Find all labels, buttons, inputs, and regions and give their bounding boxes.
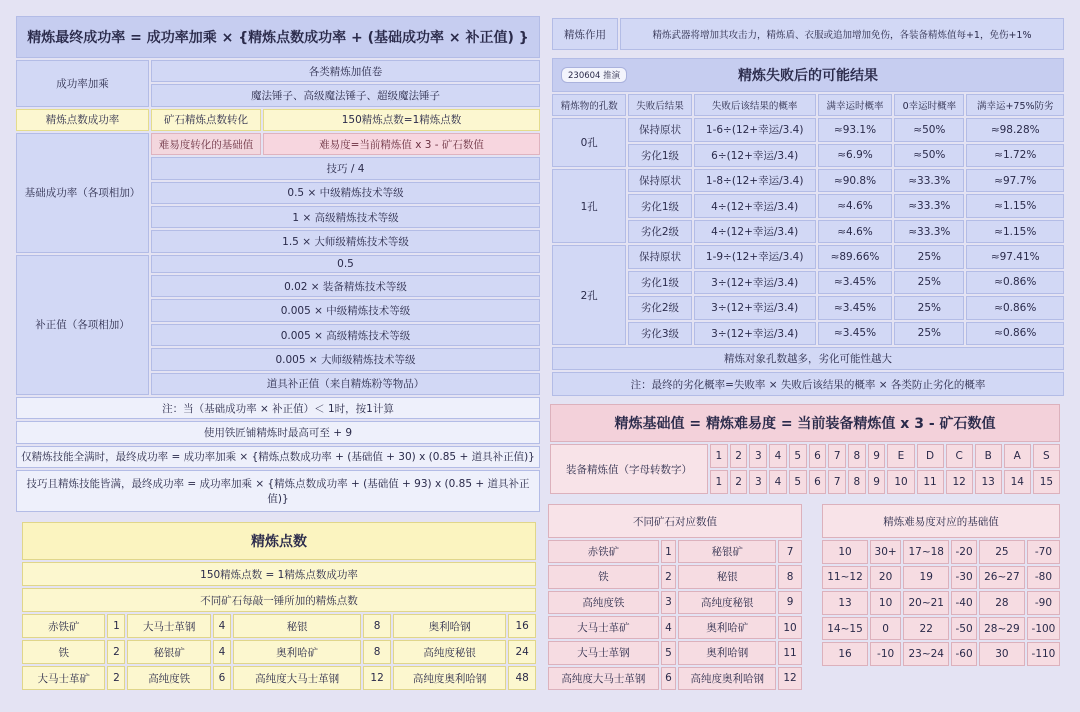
ore-name: 秘银 xyxy=(233,614,361,638)
table-row xyxy=(548,565,802,588)
ore-name: 秘银矿 xyxy=(127,640,210,664)
zero-luck-prob: ≈33.3% xyxy=(894,194,964,217)
ore-points: 4 xyxy=(213,614,231,638)
difficulty-range: 10 xyxy=(822,540,868,564)
ore-name: 赤铁矿 xyxy=(548,540,659,563)
ore-name: 高纯度奥利哈钢 xyxy=(393,666,506,690)
difficulty-range: 11~12 xyxy=(822,566,868,590)
refine-number: 1 xyxy=(710,470,728,494)
fail-note: 精炼对象孔数越多，劣化可能性越大 xyxy=(552,347,1064,370)
base-rate-item: 技巧 / 4 xyxy=(151,157,540,179)
fail-header: 失败后该结果的概率 xyxy=(694,94,816,116)
base-value: -70 xyxy=(1027,540,1060,564)
ore-value: 12 xyxy=(778,667,802,690)
refine-number: 12 xyxy=(946,470,973,494)
protected-prob: ≈1.15% xyxy=(966,194,1064,217)
base-value: -10 xyxy=(870,642,901,666)
full-luck-prob: ≈90.8% xyxy=(818,169,892,192)
difficulty-range: 13 xyxy=(822,591,868,615)
refine-number: 2 xyxy=(730,470,748,494)
fail-header: 满幸运时概率 xyxy=(818,94,892,116)
ore-value: 3 xyxy=(661,591,677,614)
difficulty-range: 20~21 xyxy=(903,591,949,615)
refine-letter: 4 xyxy=(769,444,787,468)
fail-title: 精炼失败后的可能结果 xyxy=(738,68,878,84)
fail-result: 保持原状 xyxy=(628,118,691,141)
table-row xyxy=(822,540,1060,564)
refine-number: 8 xyxy=(848,470,866,494)
base-title: 精炼基础值 = 精炼难易度 = 当前装备精炼值 x 3 - 矿石数值 xyxy=(550,404,1060,442)
fail-results-panel xyxy=(550,56,1066,398)
rate-bonus-item: 各类精炼加值卷 xyxy=(151,60,540,82)
refine-number: 7 xyxy=(828,470,846,494)
table-row xyxy=(548,591,802,614)
ore-name: 奥利哈钢 xyxy=(393,614,506,638)
refine-number: 15 xyxy=(1033,470,1060,494)
ore-value: 11 xyxy=(778,641,802,664)
refine-letter: 5 xyxy=(789,444,807,468)
base-value: -30 xyxy=(951,566,977,590)
fail-header: 失败后结果 xyxy=(628,94,691,116)
refine-letter: 9 xyxy=(868,444,886,468)
fail-formula: 4÷(12+幸运/3.4) xyxy=(694,194,816,217)
fail-header: 满幸运+75%防劣 xyxy=(966,94,1064,116)
protected-prob: ≈0.86% xyxy=(966,271,1064,294)
points-title: 精炼点数 xyxy=(22,522,536,560)
ore-points: 8 xyxy=(363,614,391,638)
base-value: -40 xyxy=(951,591,977,615)
formula-note: 使用铁匠铺精炼时最高可至 + 9 xyxy=(16,421,540,443)
ore-conversion-value: 150精炼点数=1精炼点数 xyxy=(263,109,540,131)
correction-item: 0.5 xyxy=(151,255,540,273)
correction-label: 补正值（各项相加） xyxy=(16,255,149,395)
table-row xyxy=(552,322,1064,345)
fail-result: 劣化2级 xyxy=(628,296,691,319)
difficulty-range: 23~24 xyxy=(903,642,949,666)
ore-name: 奥利哈钢 xyxy=(678,641,776,664)
ore-value: 5 xyxy=(661,641,677,664)
difficulty-base-panel xyxy=(820,502,1062,668)
full-luck-prob: ≈3.45% xyxy=(818,296,892,319)
table-row xyxy=(822,566,1060,590)
fail-title-cell xyxy=(552,58,1064,92)
zero-luck-prob: 25% xyxy=(894,322,964,345)
ore-value: 6 xyxy=(661,667,677,690)
ore-name: 高纯度秘银 xyxy=(678,591,776,614)
refine-letter: 3 xyxy=(749,444,767,468)
base-value: -60 xyxy=(951,642,977,666)
correction-item: 0.02 × 装备精炼技术等级 xyxy=(151,275,540,297)
fail-result: 劣化2级 xyxy=(628,220,691,243)
protected-prob: ≈0.86% xyxy=(966,296,1064,319)
base-value: 0 xyxy=(870,617,901,641)
ore-points: 1 xyxy=(107,614,125,638)
rate-bonus-item: 魔法锤子、高级魔法锤子、超级魔法锤子 xyxy=(151,84,540,106)
refine-number: 5 xyxy=(789,470,807,494)
difficulty-range: 17~18 xyxy=(903,540,949,564)
zero-luck-prob: ≈50% xyxy=(894,144,964,167)
base-value: -110 xyxy=(1027,642,1060,666)
refine-letter: E xyxy=(887,444,914,468)
fail-formula: 4÷(12+幸运/3.4) xyxy=(694,220,816,243)
full-luck-prob: ≈3.45% xyxy=(818,322,892,345)
ore-value: 10 xyxy=(778,616,802,639)
refine-letter: 1 xyxy=(710,444,728,468)
difficulty-range: 22 xyxy=(903,617,949,641)
refine-points-label: 精炼点数成功率 xyxy=(16,109,149,131)
zero-luck-prob: ≈33.3% xyxy=(894,220,964,243)
table-row xyxy=(552,194,1064,217)
fail-header: 精炼物的孔数 xyxy=(552,94,626,116)
base-value-panel xyxy=(548,402,1062,496)
correction-item: 0.005 × 高级精炼技术等级 xyxy=(151,324,540,346)
ore-name: 奥利哈矿 xyxy=(233,640,361,664)
correction-item: 0.005 × 大师级精炼技术等级 xyxy=(151,348,540,370)
table-row xyxy=(548,667,802,690)
version-badge: 230604 推演 xyxy=(561,67,627,83)
ore-points: 24 xyxy=(508,640,536,664)
refine-letter: D xyxy=(917,444,944,468)
refine-number: 6 xyxy=(809,470,827,494)
base-rate-label: 基础成功率（各项相加） xyxy=(16,133,149,253)
refine-letter: 8 xyxy=(848,444,866,468)
table-row xyxy=(552,271,1064,294)
fail-result: 劣化3级 xyxy=(628,322,691,345)
full-luck-prob: ≈6.9% xyxy=(818,144,892,167)
ore-points: 4 xyxy=(213,640,231,664)
ore-name: 高纯度奥利哈钢 xyxy=(678,667,776,690)
ore-name: 奥利哈矿 xyxy=(678,616,776,639)
formula-note: 技巧且精炼技能皆满，最终成功率 = 成功率加乘 × {精炼点数成功率 + (基础值 + 93) x (0.85 + 道具补正值)} xyxy=(16,470,540,512)
fail-result: 保持原状 xyxy=(628,245,691,268)
fail-result: 保持原状 xyxy=(628,169,691,192)
fail-formula: 1-6÷(12+幸运/3.4) xyxy=(694,118,816,141)
table-row xyxy=(822,591,1060,615)
ore-name: 铁 xyxy=(548,565,659,588)
hole-count: 2孔 xyxy=(552,245,626,345)
fail-formula: 1-8÷(12+幸运/3.4) xyxy=(694,169,816,192)
ore-points: 48 xyxy=(508,666,536,690)
ore-value: 9 xyxy=(778,591,802,614)
zero-luck-prob: 25% xyxy=(894,271,964,294)
refine-number: 13 xyxy=(975,470,1002,494)
difficulty-range: 28~29 xyxy=(979,617,1025,641)
refine-letter: 7 xyxy=(828,444,846,468)
refine-number: 3 xyxy=(749,470,767,494)
refine-number: 4 xyxy=(769,470,787,494)
refine-number: 10 xyxy=(887,470,914,494)
base-value: 10 xyxy=(870,591,901,615)
fail-formula: 3÷(12+幸运/3.4) xyxy=(694,271,816,294)
formula-note: 注：当（基础成功率 × 补正值）＜ 1时，按1计算 xyxy=(16,397,540,419)
fail-formula: 3÷(12+幸运/3.4) xyxy=(694,322,816,345)
points-line: 不同矿石每敲一锤所加的精炼点数 xyxy=(22,588,536,612)
zero-luck-prob: ≈50% xyxy=(894,118,964,141)
base-value: 30+ xyxy=(870,540,901,564)
full-luck-prob: ≈3.45% xyxy=(818,271,892,294)
refine-letter: S xyxy=(1033,444,1060,468)
effect-text: 精炼武器将增加其攻击力，精炼盾、衣服或追加增加免伤，各装备精炼值每+1，免伤+1% xyxy=(620,18,1064,50)
formula-note: 仅精炼技能全满时，最终成功率 = 成功率加乘 × {精炼点数成功率 + (基础值 + 30) x (0.85 + 道具补正值)} xyxy=(16,446,540,468)
ore-name: 高纯度大马士革钢 xyxy=(548,667,659,690)
refine-letter: B xyxy=(975,444,1002,468)
hole-count: 0孔 xyxy=(552,118,626,167)
fail-formula: 6÷(12+幸运/3.4) xyxy=(694,144,816,167)
formula-title: 精炼最终成功率 = 成功率加乘 × {精炼点数成功率 + (基础成功率 × 补正值) } xyxy=(16,16,540,58)
correction-item: 道具补正值（来自精炼粉等物品） xyxy=(151,373,540,395)
difficulty-range: 25 xyxy=(979,540,1025,564)
ore-name: 高纯度大马士革钢 xyxy=(233,666,361,690)
protected-prob: ≈98.28% xyxy=(966,118,1064,141)
ore-conversion-label: 矿石精炼点数转化 xyxy=(151,109,261,131)
ore-name: 秘银矿 xyxy=(678,540,776,563)
ore-values-title: 不同矿石对应数值 xyxy=(548,504,802,538)
ore-points: 8 xyxy=(363,640,391,664)
ore-points: 12 xyxy=(363,666,391,690)
protected-prob: ≈1.72% xyxy=(966,144,1064,167)
protected-prob: ≈97.7% xyxy=(966,169,1064,192)
ore-value: 8 xyxy=(778,565,802,588)
table-row xyxy=(552,296,1064,319)
difficulty-range: 14~15 xyxy=(822,617,868,641)
base-value: -20 xyxy=(951,540,977,564)
full-luck-prob: ≈93.1% xyxy=(818,118,892,141)
difficulty-range: 28 xyxy=(979,591,1025,615)
difficulty-range: 30 xyxy=(979,642,1025,666)
table-row xyxy=(548,641,802,664)
ore-name: 铁 xyxy=(22,640,105,664)
base-rate-item: 0.5 × 中级精炼技术等级 xyxy=(151,182,540,204)
refine-points-panel xyxy=(20,520,538,692)
ore-value: 2 xyxy=(661,565,677,588)
base-value: 20 xyxy=(870,566,901,590)
ore-name: 大马士革矿 xyxy=(548,616,659,639)
base-value: -50 xyxy=(951,617,977,641)
table-row xyxy=(552,169,1064,192)
hole-count: 1孔 xyxy=(552,169,626,243)
refine-number: 11 xyxy=(917,470,944,494)
refine-level-label: 装备精炼值（字母转数字） xyxy=(550,444,708,494)
table-row xyxy=(822,617,1060,641)
refine-letter: A xyxy=(1004,444,1031,468)
ore-points: 2 xyxy=(107,640,125,664)
ore-points: 6 xyxy=(213,666,231,690)
refine-letter: 2 xyxy=(730,444,748,468)
fail-formula: 3÷(12+幸运/3.4) xyxy=(694,296,816,319)
table-row xyxy=(548,540,802,563)
refine-letter: 6 xyxy=(809,444,827,468)
difficulty-range: 19 xyxy=(903,566,949,590)
table-row xyxy=(552,118,1064,141)
difficulty-label: 难易度转化的基础值 xyxy=(151,133,261,155)
base-value: -90 xyxy=(1027,591,1060,615)
ore-name: 高纯度铁 xyxy=(127,666,210,690)
refine-number: 9 xyxy=(868,470,886,494)
fail-result: 劣化1级 xyxy=(628,144,691,167)
ore-name: 高纯度秘银 xyxy=(393,640,506,664)
base-value: -100 xyxy=(1027,617,1060,641)
ore-points: 2 xyxy=(107,666,125,690)
base-rate-item: 1 × 高级精炼技术等级 xyxy=(151,206,540,228)
ore-value: 4 xyxy=(661,616,677,639)
table-row xyxy=(552,220,1064,243)
difficulty-base-title: 精炼难易度对应的基础值 xyxy=(822,504,1060,538)
ore-value: 7 xyxy=(778,540,802,563)
table-row xyxy=(822,642,1060,666)
zero-luck-prob: 25% xyxy=(894,245,964,268)
ore-name: 赤铁矿 xyxy=(22,614,105,638)
full-luck-prob: ≈4.6% xyxy=(818,220,892,243)
base-value: -80 xyxy=(1027,566,1060,590)
ore-points: 16 xyxy=(508,614,536,638)
refine-number: 14 xyxy=(1004,470,1031,494)
ore-name: 高纯度铁 xyxy=(548,591,659,614)
zero-luck-prob: ≈33.3% xyxy=(894,169,964,192)
fail-result: 劣化1级 xyxy=(628,194,691,217)
points-line: 150精炼点数 = 1精炼点数成功率 xyxy=(22,562,536,586)
formula-panel xyxy=(14,14,542,514)
ore-values-panel xyxy=(546,502,804,692)
difficulty-range: 16 xyxy=(822,642,868,666)
effect-panel xyxy=(550,16,1066,52)
protected-prob: ≈97.41% xyxy=(966,245,1064,268)
ore-name: 大马士革矿 xyxy=(22,666,105,690)
zero-luck-prob: 25% xyxy=(894,296,964,319)
difficulty-range: 26~27 xyxy=(979,566,1025,590)
protected-prob: ≈1.15% xyxy=(966,220,1064,243)
correction-item: 0.005 × 中级精炼技术等级 xyxy=(151,299,540,321)
refine-letter: C xyxy=(946,444,973,468)
ore-value: 1 xyxy=(661,540,677,563)
rate-bonus-label: 成功率加乘 xyxy=(16,60,149,107)
full-luck-prob: ≈89.66% xyxy=(818,245,892,268)
fail-formula: 1-9÷(12+幸运/3.4) xyxy=(694,245,816,268)
fail-header: 0幸运时概率 xyxy=(894,94,964,116)
table-row xyxy=(552,144,1064,167)
ore-name: 大马士革钢 xyxy=(127,614,210,638)
difficulty-value: 难易度=当前精炼值 x 3 - 矿石数值 xyxy=(263,133,540,155)
protected-prob: ≈0.86% xyxy=(966,322,1064,345)
ore-name: 大马士革钢 xyxy=(548,641,659,664)
fail-result: 劣化1级 xyxy=(628,271,691,294)
table-row xyxy=(548,616,802,639)
base-rate-item: 1.5 × 大师级精炼技术等级 xyxy=(151,230,540,252)
table-row xyxy=(552,245,1064,268)
effect-label: 精炼作用 xyxy=(552,18,618,50)
ore-name: 秘银 xyxy=(678,565,776,588)
full-luck-prob: ≈4.6% xyxy=(818,194,892,217)
fail-note: 注：最终的劣化概率=失败率 × 失败后该结果的概率 × 各类防止劣化的概率 xyxy=(552,372,1064,396)
